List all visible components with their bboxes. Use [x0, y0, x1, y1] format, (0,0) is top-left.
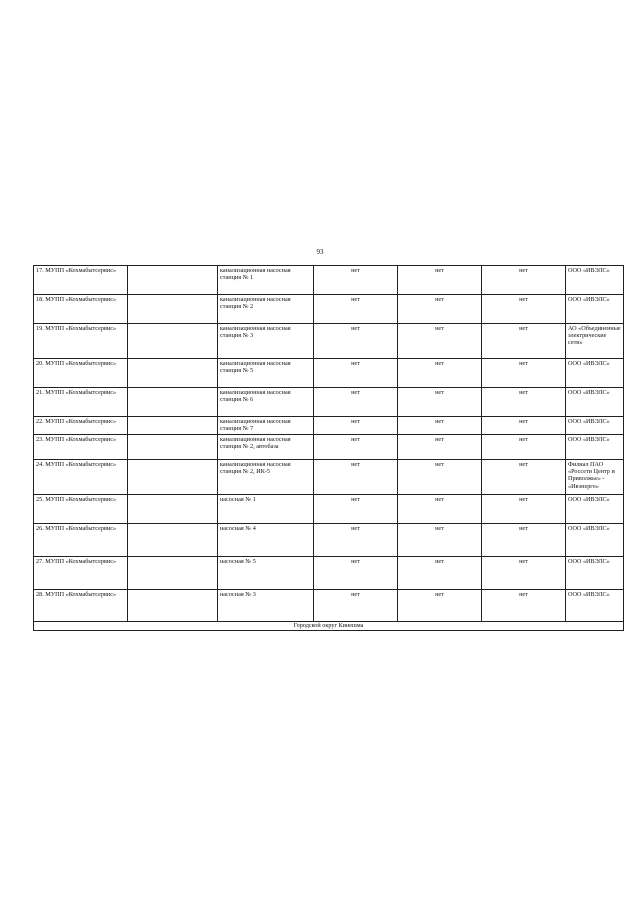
- supplier-cell: ООО «ИВЭЛС»: [566, 590, 624, 622]
- org-cell: 22. МУПП «Кохмабытсервис»: [34, 417, 128, 435]
- status-cell-3: нет: [482, 435, 566, 460]
- status-cell-2: нет: [398, 295, 482, 324]
- supplier-cell: Филиал ПАО «Россети Центр и Приволжье» - «Ивэнерго»: [566, 460, 624, 495]
- supplier-cell: ООО «ИВЭЛС»: [566, 388, 624, 417]
- status-cell-3: нет: [482, 557, 566, 590]
- object-cell: канализационная насосная станция № 6: [218, 388, 314, 417]
- status-cell-3: нет: [482, 590, 566, 622]
- empty-cell: [128, 266, 218, 295]
- org-cell: 24. МУПП «Кохмабытсервис»: [34, 460, 128, 495]
- empty-cell: [128, 590, 218, 622]
- object-cell: насосная № 3: [218, 590, 314, 622]
- supplier-cell: ООО «ИВЭЛС»: [566, 295, 624, 324]
- status-cell-2: нет: [398, 524, 482, 557]
- status-cell-1: нет: [314, 495, 398, 524]
- status-cell-2: нет: [398, 324, 482, 359]
- status-cell-3: нет: [482, 417, 566, 435]
- empty-cell: [128, 460, 218, 495]
- supplier-cell: ООО «ИВЭЛС»: [566, 417, 624, 435]
- status-cell-2: нет: [398, 388, 482, 417]
- supplier-cell: ООО «ИВЭЛС»: [566, 435, 624, 460]
- section-footer: Городской округ Кинешма: [34, 622, 624, 631]
- status-cell-1: нет: [314, 590, 398, 622]
- supplier-cell: ООО «ИВЭЛС»: [566, 266, 624, 295]
- status-cell-1: нет: [314, 460, 398, 495]
- empty-cell: [128, 435, 218, 460]
- table-row: [34, 359, 624, 388]
- object-cell: канализационная насосная станция № 2, ИК-5: [218, 460, 314, 495]
- object-cell: насосная № 1: [218, 495, 314, 524]
- status-cell-2: нет: [398, 557, 482, 590]
- status-cell-1: нет: [314, 435, 398, 460]
- empty-cell: [128, 388, 218, 417]
- org-cell: 27. МУПП «Кохмабытсервис»: [34, 557, 128, 590]
- status-cell-3: нет: [482, 266, 566, 295]
- supplier-cell: ООО «ИВЭЛС»: [566, 495, 624, 524]
- table-row: [34, 324, 624, 359]
- section-footer-row: [34, 622, 624, 631]
- status-cell-3: нет: [482, 359, 566, 388]
- object-cell: канализационная насосная станция № 2, автобаза: [218, 435, 314, 460]
- status-cell-3: нет: [482, 295, 566, 324]
- supplier-cell: ООО «ИВЭЛС»: [566, 524, 624, 557]
- status-cell-1: нет: [314, 557, 398, 590]
- page-number: 93: [316, 248, 324, 256]
- status-cell-3: нет: [482, 495, 566, 524]
- table-row: [34, 417, 624, 435]
- table-row: [34, 266, 624, 295]
- empty-cell: [128, 495, 218, 524]
- object-cell: канализационная насосная станция № 2: [218, 295, 314, 324]
- status-cell-1: нет: [314, 417, 398, 435]
- supplier-cell: АО «Объединенные электрические сети»: [566, 324, 624, 359]
- table-body: [34, 266, 624, 631]
- object-cell: канализационная насосная станция № 1: [218, 266, 314, 295]
- org-cell: 25. МУПП «Кохмабытсервис»: [34, 495, 128, 524]
- empty-cell: [128, 359, 218, 388]
- status-cell-3: нет: [482, 524, 566, 557]
- table-row: [34, 495, 624, 524]
- object-cell: насосная № 4: [218, 524, 314, 557]
- supplier-cell: ООО «ИВЭЛС»: [566, 557, 624, 590]
- org-cell: 23. МУПП «Кохмабытсервис»: [34, 435, 128, 460]
- status-cell-2: нет: [398, 417, 482, 435]
- supplier-cell: ООО «ИВЭЛС»: [566, 359, 624, 388]
- org-cell: 26. МУПП «Кохмабытсервис»: [34, 524, 128, 557]
- object-cell: канализационная насосная станция № 7: [218, 417, 314, 435]
- status-cell-1: нет: [314, 295, 398, 324]
- status-cell-2: нет: [398, 266, 482, 295]
- status-cell-2: нет: [398, 460, 482, 495]
- org-cell: 20. МУПП «Кохмабытсервис»: [34, 359, 128, 388]
- empty-cell: [128, 417, 218, 435]
- table-row: [34, 524, 624, 557]
- org-cell: 17. МУПП «Кохмабытсервис»: [34, 266, 128, 295]
- table-row: [34, 590, 624, 622]
- table-row: [34, 557, 624, 590]
- object-cell: канализационная насосная станция № 5: [218, 359, 314, 388]
- org-cell: 28. МУПП «Кохмабытсервис»: [34, 590, 128, 622]
- table-row: [34, 460, 624, 495]
- org-cell: 19. МУПП «Кохмабытсервис»: [34, 324, 128, 359]
- status-cell-3: нет: [482, 460, 566, 495]
- empty-cell: [128, 524, 218, 557]
- org-cell: 18. МУПП «Кохмабытсервис»: [34, 295, 128, 324]
- table-row: [34, 388, 624, 417]
- org-cell: 21. МУПП «Кохмабытсервис»: [34, 388, 128, 417]
- empty-cell: [128, 324, 218, 359]
- empty-cell: [128, 557, 218, 590]
- table-row: [34, 295, 624, 324]
- table-row: [34, 435, 624, 460]
- status-cell-3: нет: [482, 388, 566, 417]
- status-cell-1: нет: [314, 266, 398, 295]
- status-cell-3: нет: [482, 324, 566, 359]
- status-cell-1: нет: [314, 388, 398, 417]
- object-cell: насосная № 5: [218, 557, 314, 590]
- empty-cell: [128, 295, 218, 324]
- objects-table: [33, 265, 624, 631]
- status-cell-2: нет: [398, 435, 482, 460]
- status-cell-1: нет: [314, 324, 398, 359]
- status-cell-2: нет: [398, 359, 482, 388]
- status-cell-2: нет: [398, 590, 482, 622]
- status-cell-1: нет: [314, 524, 398, 557]
- status-cell-2: нет: [398, 495, 482, 524]
- object-cell: канализационная насосная станция № 3: [218, 324, 314, 359]
- status-cell-1: нет: [314, 359, 398, 388]
